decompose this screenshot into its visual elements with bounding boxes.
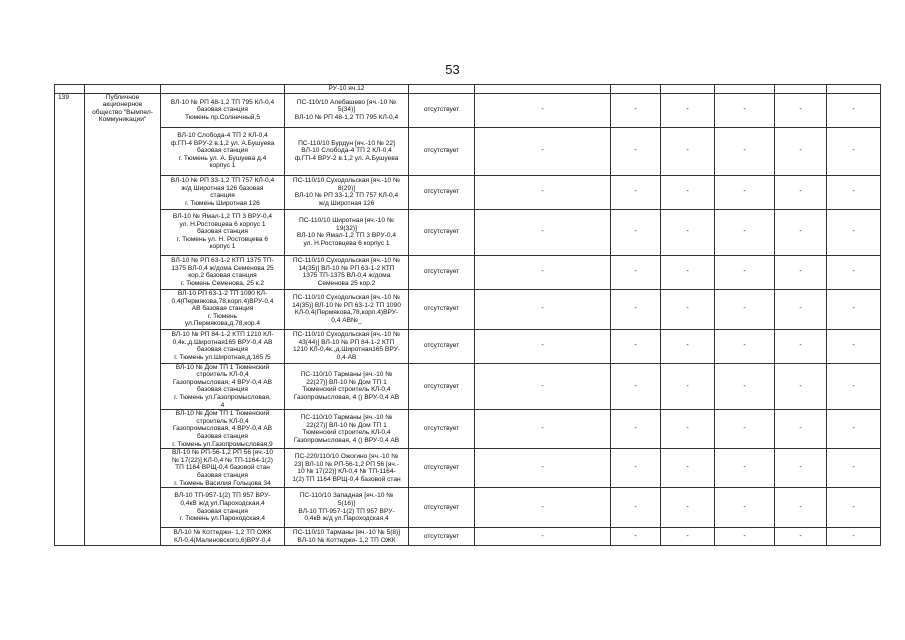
empty-value-cell: - — [661, 127, 715, 175]
empty-value-cell: - — [475, 410, 611, 449]
empty-value-cell: - — [715, 528, 775, 546]
status-text: отсутствует — [409, 449, 475, 488]
empty-value-cell: - — [611, 289, 661, 329]
cell-empty — [775, 85, 827, 94]
empty-value-cell: - — [475, 127, 611, 175]
empty-value-cell: - — [775, 127, 827, 175]
empty-value-cell: - — [827, 410, 881, 449]
object-description: ВЛ-10 № Ямал-1,2 ТП 3 ВРУ-0,4 ул. Н.Ростовцева 6 корпус 1 базовая станция г. Тюмень ул. Н. Ростовцева 6 корпус 1 — [161, 209, 285, 255]
object-description: ВЛ-10 Слобода-4 ТП 2 КЛ-0,4 ф.ГП-4 ВРУ-2 в.1,2 ул. А.Бушуева базовая станция г. Тюмень ул. А. Бушуева д.4 корпус 1 — [161, 127, 285, 175]
empty-value-cell: - — [611, 488, 661, 528]
empty-value-cell: - — [611, 209, 661, 255]
table-row — [55, 289, 881, 329]
empty-value-cell: - — [475, 209, 611, 255]
table-row — [55, 175, 881, 209]
empty-value-cell: - — [661, 329, 715, 363]
empty-value-cell: - — [715, 93, 775, 127]
table-row — [55, 528, 881, 546]
empty-value-cell: - — [715, 255, 775, 289]
empty-value-cell: - — [475, 449, 611, 488]
object-description: ВЛ-10 ТП-957-1(2) ТП 957 ВРУ- 0,4кВ ж/д ул.Пароходская,4 базовая станция г. Тюмень ул.Пароходская,4 — [161, 488, 285, 528]
empty-value-cell: - — [775, 93, 827, 127]
empty-value-cell: - — [661, 255, 715, 289]
object-description: ВЛ-10 РП 63-1-2 ТП 1090 КЛ- 0,4(Пермякова,78,корп.4)ВРУ-0,4 АВ базовая станция г. Тюмень ул.Пермякова,д.78,кор.4 — [161, 289, 285, 329]
empty-value-cell: - — [827, 127, 881, 175]
empty-value-cell: - — [827, 209, 881, 255]
empty-value-cell: - — [661, 175, 715, 209]
status-text: отсутствует — [409, 93, 475, 127]
table-row — [55, 209, 881, 255]
connection-point: ПС-110/10 Суходольская [яч.-10 № 14(35)] ВЛ-10 № РП 63-1-2 КТП 1375 ТП-1375 ВЛ-0,4 ж/дома Семенова 25 кор.2 — [285, 255, 409, 289]
table-row — [55, 127, 881, 175]
connection-point: ПС-110/10 Суходольская [яч.-10 № 8(29)] ВЛ-10 № РП 33-1,2 ТП 757 КЛ-0,4 ж/д Широтная 126 — [285, 175, 409, 209]
status-text: отсутствует — [409, 255, 475, 289]
empty-value-cell: - — [775, 329, 827, 363]
cell-empty — [55, 85, 85, 94]
empty-value-cell: - — [611, 410, 661, 449]
empty-value-cell: - — [715, 363, 775, 410]
empty-value-cell: - — [611, 329, 661, 363]
connection-point: ПС-220/110/10 Ожогино [яч.-10 № 23] ВЛ-10 № РП-56-1,2 РП 56 [яч.- 10 № 17(22)] КЛ-0,4 № ТП-1164- 1(2) ТП 1164 ВРЩ-0,4 базовой стан — [285, 449, 409, 488]
object-description: ВЛ-10 № Коттеджи- 1,2 ТП ОЖК КЛ-0,4(Малиновского,6)ВРУ-0,4 — [161, 528, 285, 546]
object-description: ВЛ-10 № РП-56-1,2 РП 56 [яч.-10 № 17(22)] КЛ-0,4 № ТП-1164-1(2) ТП 1164 ВРЩ-0,4 базовой стан базовая станция г. Тюмень Василия Гольцова 34 — [161, 449, 285, 488]
page-number: 53 — [445, 62, 460, 77]
status-text: отсутствует — [409, 329, 475, 363]
empty-value-cell: - — [775, 289, 827, 329]
connection-point: ПС-110/10 Тарманы [яч.-10 № 22(27)] ВЛ-10 № Дом ТП 1 Тюменский строитель КЛ-0,4 Газопромысловая, 4 () ВРУ-0,4 АВ — [285, 410, 409, 449]
empty-value-cell: - — [611, 255, 661, 289]
empty-value-cell: - — [475, 488, 611, 528]
status-text: отсутствует — [409, 175, 475, 209]
empty-value-cell: - — [827, 93, 881, 127]
empty-value-cell: - — [475, 93, 611, 127]
cell-empty — [409, 85, 475, 94]
cell-empty — [715, 85, 775, 94]
empty-value-cell: - — [775, 363, 827, 410]
connection-point: ПС-110/10 Бурдун [яч.-10 № 22] ВЛ-10 Слобода-4 ТП 2 КЛ-0,4 ф.ГП-4 ВРУ-2 в.1,2 ул. А.Бушуева — [285, 127, 409, 175]
connection-point: ПС-110/10 Широтная [яч.-10 № 19(32)] ВЛ-10 № Ямал-1,2 ТП 3 ВРУ-0,4 ул. Н.Ростовцева 6 корпус 1 — [285, 209, 409, 255]
cell-empty — [85, 85, 161, 94]
empty-value-cell: - — [475, 329, 611, 363]
status-text: отсутствует — [409, 289, 475, 329]
empty-value-cell: - — [775, 255, 827, 289]
empty-value-cell: - — [611, 449, 661, 488]
empty-value-cell: - — [661, 363, 715, 410]
empty-value-cell: - — [611, 175, 661, 209]
status-text: отсутствует — [409, 127, 475, 175]
connection-point: ПС-110/10 Алебашево [яч.-10 № 5(34)] ВЛ-10 № РП 48-1,2 ТП 795 КЛ-0,4 — [285, 93, 409, 127]
empty-value-cell: - — [661, 528, 715, 546]
object-description: ВЛ-10 № РП 33-1,2 ТП 757 КЛ-0,4 ж/д Широтная 126 базовая станция г. Тюмень Широтная 126 — [161, 175, 285, 209]
data-table — [54, 84, 881, 546]
table-row — [55, 329, 881, 363]
table-row — [55, 410, 881, 449]
empty-value-cell: - — [661, 410, 715, 449]
status-text: отсутствует — [409, 363, 475, 410]
table-row — [55, 449, 881, 488]
empty-value-cell: - — [475, 528, 611, 546]
empty-value-cell: - — [611, 127, 661, 175]
empty-value-cell: - — [827, 175, 881, 209]
empty-value-cell: - — [715, 488, 775, 528]
empty-value-cell: - — [715, 449, 775, 488]
empty-value-cell: - — [661, 289, 715, 329]
empty-value-cell: - — [661, 93, 715, 127]
cell-empty — [475, 85, 611, 94]
cell-connection-top: РУ-10 яч.12 — [285, 85, 409, 94]
connection-point: ПС-110/10 Суходольская [яч.-10 № 43(44)] ВЛ-10 № РП 84-1-2 КТП 1210 КЛ-0,4к.,д.Широтная165 ВРУ- 0,4 АВ — [285, 329, 409, 363]
empty-value-cell: - — [775, 410, 827, 449]
cell-empty — [661, 85, 715, 94]
object-description: ВЛ-10 № РП 84-1-2 КТП 1210 КЛ- 0,4к.,д.Широтная165 ВРУ-0,4 АВ базовая станция г. Тюмень ул.Широтная,д.165 /5 — [161, 329, 285, 363]
empty-value-cell: - — [475, 175, 611, 209]
status-text: отсутствует — [409, 410, 475, 449]
empty-value-cell: - — [611, 93, 661, 127]
cell-empty — [827, 85, 881, 94]
empty-value-cell: - — [475, 255, 611, 289]
empty-value-cell: - — [715, 127, 775, 175]
empty-value-cell: - — [827, 289, 881, 329]
connection-point: ПС-110/10 Тарманы [яч.-10 № 22(27)] ВЛ-10 № Дом ТП 1 Тюменский строитель КЛ-0,4 Газопромысловая, 4 () ВРУ-0,4 АВ — [285, 363, 409, 410]
empty-value-cell: - — [827, 329, 881, 363]
connection-point: ПС-110/10 Суходольская [яч.-10 № 14(35)] ВЛ-10 № РП 63-1-2 ТП 1090 КЛ-0,4(Пермякова,78,корп.4)ВРУ- 0,4 АВ№_ — [285, 289, 409, 329]
table-row — [55, 93, 881, 127]
empty-value-cell: - — [775, 209, 827, 255]
empty-value-cell: - — [775, 528, 827, 546]
table-row — [55, 255, 881, 289]
empty-value-cell: - — [775, 449, 827, 488]
object-description: ВЛ-10 № Дом ТП 1 Тюменский строитель КЛ-0,4 Газопромысловая, 4 ВРУ-0,4 АВ базовая станция г. Тюмень ул.Газопромысловая, 4 — [161, 363, 285, 410]
empty-value-cell: - — [475, 363, 611, 410]
table-row — [55, 363, 881, 410]
empty-value-cell: - — [611, 528, 661, 546]
empty-value-cell: - — [715, 329, 775, 363]
object-description: ВЛ-10 № Дом ТП 1 Тюменский строитель КЛ-0,4 Газопромысловая, 4 ВРУ-0,4 АВ базовая станция г. Тюмень ул.Газопромысловая,9 — [161, 410, 285, 449]
object-description: ВЛ-10 № РП 48-1,2 ТП 795 КЛ-0,4 базовая станция Тюмень пр.Солнечный,5 — [161, 93, 285, 127]
empty-value-cell: - — [715, 410, 775, 449]
table-row-top — [55, 85, 881, 94]
owner-name: Публичное акционерное общество "Вымпел- Коммуникации" — [85, 93, 161, 546]
cell-empty — [161, 85, 285, 94]
status-text: отсутствует — [409, 209, 475, 255]
status-text: отсутствует — [409, 528, 475, 546]
connection-point: ПС-110/10 Западная [яч.-10 № 5(16)] ВЛ-10 ТП-957-1(2) ТП 957 ВРУ- 0,4кВ ж/д ул.Пароходская,4 — [285, 488, 409, 528]
empty-value-cell: - — [715, 209, 775, 255]
empty-value-cell: - — [661, 209, 715, 255]
cell-empty — [611, 85, 661, 94]
empty-value-cell: - — [827, 363, 881, 410]
empty-value-cell: - — [827, 528, 881, 546]
empty-value-cell: - — [775, 488, 827, 528]
empty-value-cell: - — [661, 449, 715, 488]
empty-value-cell: - — [611, 363, 661, 410]
empty-value-cell: - — [827, 449, 881, 488]
status-text: отсутствует — [409, 488, 475, 528]
table-row — [55, 488, 881, 528]
connection-point: ПС-110/10 Тарманы [яч.-10 № 5(8)] ВЛ-10 № Коттеджи- 1,2 ТП ОЖК — [285, 528, 409, 546]
empty-value-cell: - — [715, 175, 775, 209]
empty-value-cell: - — [661, 488, 715, 528]
entry-number: 139 — [55, 93, 85, 546]
empty-value-cell: - — [827, 255, 881, 289]
object-description: ВЛ-10 № РП 63-1-2 КТП 1375 ТП- 1375 ВЛ-0,4 ж/дома Семенова 25 кор.2 базовая станция г. Тюмень Семенова, 25 к.2 — [161, 255, 285, 289]
empty-value-cell: - — [475, 289, 611, 329]
empty-value-cell: - — [827, 488, 881, 528]
empty-value-cell: - — [715, 289, 775, 329]
empty-value-cell: - — [775, 175, 827, 209]
